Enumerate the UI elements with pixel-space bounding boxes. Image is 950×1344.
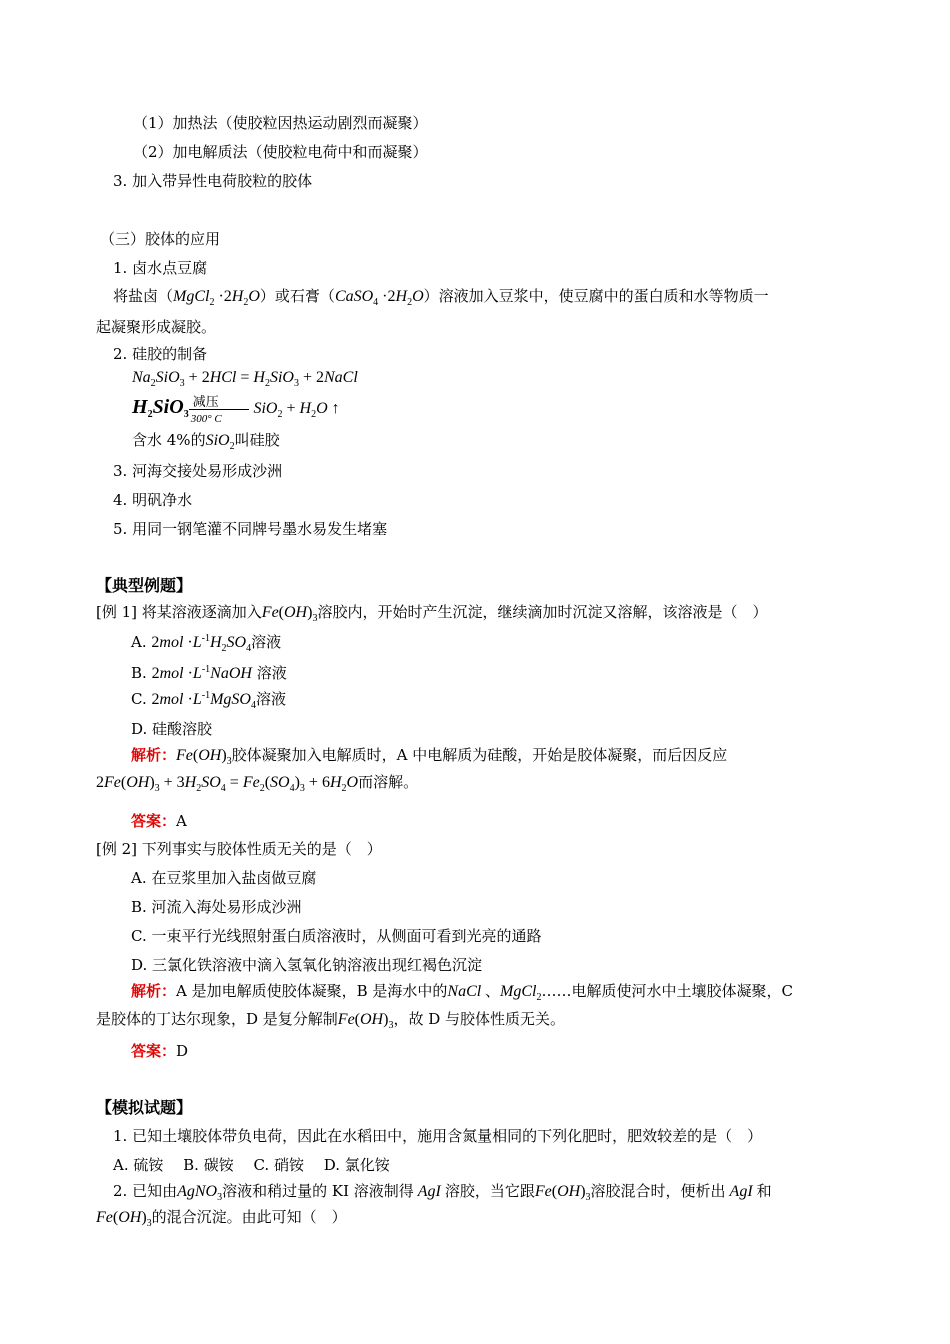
example-2-option-a: A. 在豆浆里加入盐卤做豆腐 (131, 869, 317, 887)
text-fragment: 胶体凝聚加入电解质时，A 中电解质为硅酸，开始是胶体凝聚，而后因反应 (231, 746, 728, 764)
text-fragment: 和 (756, 1182, 772, 1200)
analysis-label: 解析： (131, 982, 177, 1000)
formula-agno3: AgNO$_3$ (177, 1183, 223, 1203)
app-item-2: 2. 硅胶的制备 (113, 345, 208, 363)
coag-method-2: （2）加电解质法（使胶粒电荷中和而凝聚） (133, 143, 428, 161)
app-item-1: 1. 卤水点豆腐 (113, 259, 208, 277)
equation-neutralization: $2Fe(OH)_3 + 3H_2SO_4 = Fe_2(SO_4)_3 + 6H_2O$ (96, 774, 359, 794)
formula-h2so4: $2mol \cdot L^{-1}H_2SO_4$ (151, 633, 252, 654)
text-fragment: 溶液 (255, 690, 286, 708)
coag-method-1: （1）加热法（使胶粒因热运动剧烈而凝聚） (133, 114, 428, 132)
app-item-4: 4. 明矾净水 (113, 491, 193, 509)
text-fragment: 叫硅胶 (234, 431, 280, 449)
example-1-option-a (131, 628, 281, 660)
example-1-analysis (131, 744, 727, 773)
text-fragment: 2. 已知由 (113, 1182, 178, 1200)
app-item-2-caption (132, 429, 280, 458)
app-item-5: 5. 用同一钢笔灌不同牌号墨水易发生堵塞 (113, 520, 388, 538)
app-item-1-text (113, 285, 769, 314)
condition-bottom: 300° C (190, 413, 222, 425)
formula-agi: AgI (725, 1183, 757, 1200)
text-fragment: 将盐卤（ (113, 287, 174, 305)
section-heading-examples: 【典型例题】 (96, 576, 193, 595)
app-item-1-text-cont: 起凝聚形成凝胶。 (96, 318, 217, 336)
text-fragment: A 是加电解质使胶体凝聚，B 是海水中的 (176, 982, 448, 1000)
example-2-answer (131, 1040, 188, 1062)
text-fragment: ）或石膏（ (259, 287, 335, 305)
formula-agi: AgI (413, 1183, 445, 1200)
answer-label: 答案： (131, 1042, 177, 1060)
text-fragment: 溶胶内，开始时产生沉淀，继续滴加时沉淀又溶解，该溶液是（ ） (317, 603, 768, 621)
section-heading-practice: 【模拟试题】 (96, 1098, 193, 1117)
text-fragment: 而溶解。 (358, 773, 419, 791)
text-fragment: 溶液 (251, 633, 282, 651)
answer-value: D (176, 1042, 189, 1060)
example-2-question: [例 2] 下列事实与胶体性质无关的是（ ） (96, 840, 382, 858)
text-fragment: 含水 4%的 (132, 431, 206, 449)
example-2-option-b: B. 河流入海处易形成沙洲 (131, 898, 302, 916)
text-fragment: ）溶液加入豆浆中，使豆腐中的蛋白质和水等物质一 (423, 287, 769, 305)
formula-mgcl2-hydrate: MgCl$_2$ $\cdot 2H_2O$ (173, 288, 260, 308)
formula-products: $SiO_2 + H_2O$ ↑ (253, 400, 340, 420)
equation-dehydration (132, 396, 340, 426)
app-item-3: 3. 河海交接处易形成沙洲 (113, 462, 283, 480)
analysis-label: 解析： (131, 746, 177, 764)
practice-question-1: 1. 已知土壤胶体带负电荷，因此在水稻田中，施用含氮量相同的下列化肥时，肥效较差的是（ ） (113, 1127, 763, 1145)
example-1-option-b (131, 659, 287, 685)
text-fragment: 的混合沉淀。由此可知（ ） (151, 1208, 347, 1226)
example-1-question (96, 601, 767, 630)
formula-caso4-hydrate: CaSO$_4$ $\cdot 2H_2O$ (334, 288, 424, 308)
formula-feoh3: $Fe(OH)_3$ (96, 1209, 152, 1229)
answer-label: 答案： (131, 812, 177, 830)
text-fragment: 溶液 (256, 664, 287, 682)
option-letter: A. (131, 633, 147, 651)
answer-value: A (176, 812, 187, 830)
text-fragment: 溶胶，当它跟 (444, 1182, 535, 1200)
formula-naoh: $2mol \cdot L^{-1}NaOH$ (151, 664, 252, 682)
formula-nacl: NaCl (447, 983, 482, 1000)
example-2-option-d: D. 三氯化铁溶液中滴入氢氧化钠溶液出现红褐色沉淀 (131, 956, 483, 974)
example-2-analysis: 解析：A 是加电解质使胶体凝聚，B 是海水中的NaCl 、MgCl$_2$……电解质使河水中土壤胶体凝聚，C (131, 982, 793, 1003)
formula-mgcl2: MgCl$_2$ (499, 983, 542, 1003)
option-letter: C. (131, 690, 147, 708)
equation-silicic-acid: $Na_2SiO_3 + 2HCl = H_2SiO_3$ + 2NaCl (132, 369, 358, 389)
formula-feoh3: $Fe(OH)_3$ (534, 1183, 591, 1203)
example-2-analysis-cont (96, 1008, 565, 1037)
section-heading-applications: （三）胶体的应用 (100, 230, 221, 248)
formula-mgso4: $2mol \cdot L^{-1}MgSO_4$ (151, 690, 256, 711)
option-letter: B. (131, 664, 147, 682)
reaction-condition (189, 395, 249, 425)
example-1-analysis-cont (96, 771, 418, 800)
formula-feoh3: $Fe(OH)_3$ (176, 747, 232, 767)
example-1-answer (131, 810, 187, 832)
text-fragment: 是胶体的丁达尔现象，D 是复分解制 (96, 1010, 338, 1028)
example-2-option-c: C. 一束平行光线照射蛋白质溶液时，从侧面可看到光亮的通路 (131, 927, 542, 945)
formula-feoh3: $Fe(OH)_3$ (261, 604, 318, 624)
formula-feoh3: $Fe(OH)_3$ (337, 1011, 394, 1031)
example-1-option-d: D. 硅酸溶胶 (131, 720, 213, 738)
formula-sio2: SiO$_2$ (205, 432, 235, 452)
text-fragment: 溶胶混合时，便析出 (590, 1182, 726, 1200)
text-fragment: ……电解质使河水中土壤胶体凝聚，C (541, 982, 793, 1000)
condition-top: 减压 (192, 395, 219, 410)
formula-h2sio3: $H_2SiO_3$ (132, 396, 189, 420)
practice-question-2-cont (96, 1206, 347, 1235)
practice-question-2 (113, 1180, 772, 1209)
text-fragment: 溶液和稍过量的 KI 溶液制得 (222, 1182, 414, 1200)
text-fragment: ，故 D 与胶体性质无关。 (393, 1010, 566, 1028)
text-fragment: [例 1] 将某溶液逐滴加入 (96, 603, 262, 621)
coag-method-3: 3. 加入带异性电荷胶粒的胶体 (113, 172, 313, 190)
example-1-option-c (131, 685, 286, 717)
practice-question-1-options: A. 硫铵 B. 碳铵 C. 硝铵 D. 氯化铵 (113, 1156, 390, 1174)
